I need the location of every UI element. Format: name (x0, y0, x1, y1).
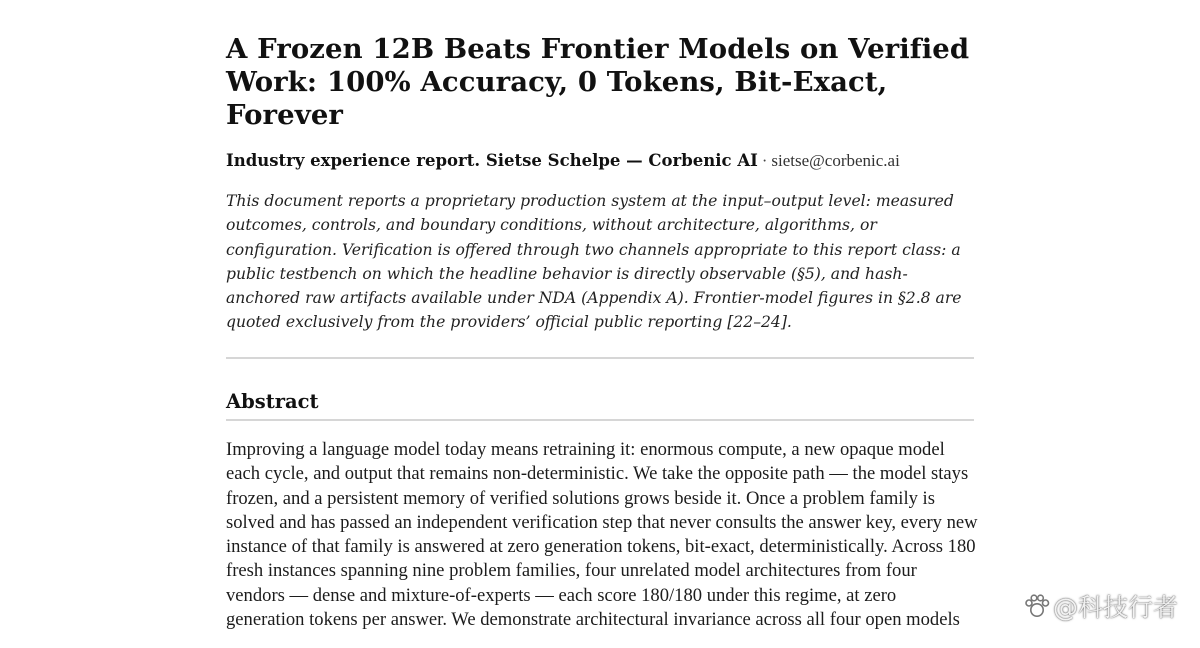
byline-authors: Industry experience report. Sietse Schelpe — Corbenic AI (226, 151, 758, 170)
byline-separator: · (761, 151, 768, 170)
section-divider (226, 357, 974, 359)
abstract-body: Improving a language model today means retraining it: enormous compute, a new opaque model each cycle, and output that remains non-deterministic. We take the opposite path — the model stays frozen, and a persistent memory of verified solutions grows beside it. Once a problem family is solved and has passed an independent verification step that never consults the answer key, every new instance of that family is answered at zero generation tokens, bit-exact, deterministically. Across 180 fresh instances spanning nine problem families, four unrelated model architectures from four vendors — dense and mixture-of-experts — each score 180/180 under this regime, at zero generation tokens per answer. We demonstrate architectural invariance across all four open models (226, 439, 978, 631)
abstract-heading-underline (226, 419, 974, 421)
watermark (1023, 588, 1178, 624)
watermark-text: @科技行者 (1052, 593, 1178, 622)
weibo-paw-icon (1023, 593, 1051, 619)
abstract-heading: Abstract (226, 390, 319, 413)
author-email-link[interactable]: sietse@corbenic.ai (771, 151, 900, 170)
byline (226, 150, 974, 172)
report-note: This document reports a proprietary production system at the input–output level: measured outcomes, controls, and boundary conditions, without architecture, algorithms, or configuration. Verification is offered through two channels appropriate to this report class: a public testbench on which the headline behavior is directly observable (§5), and hash-anchored raw artifacts available under NDA (Appendix A). Frontier-model figures in §2.8 are quoted exclusively from the providers’ official public reporting [22–24]. (226, 192, 962, 332)
paper-title: A Frozen 12B Beats Frontier Models on Verified Work: 100% Accuracy, 0 Tokens, Bit-Exact, Forever (226, 33, 970, 131)
